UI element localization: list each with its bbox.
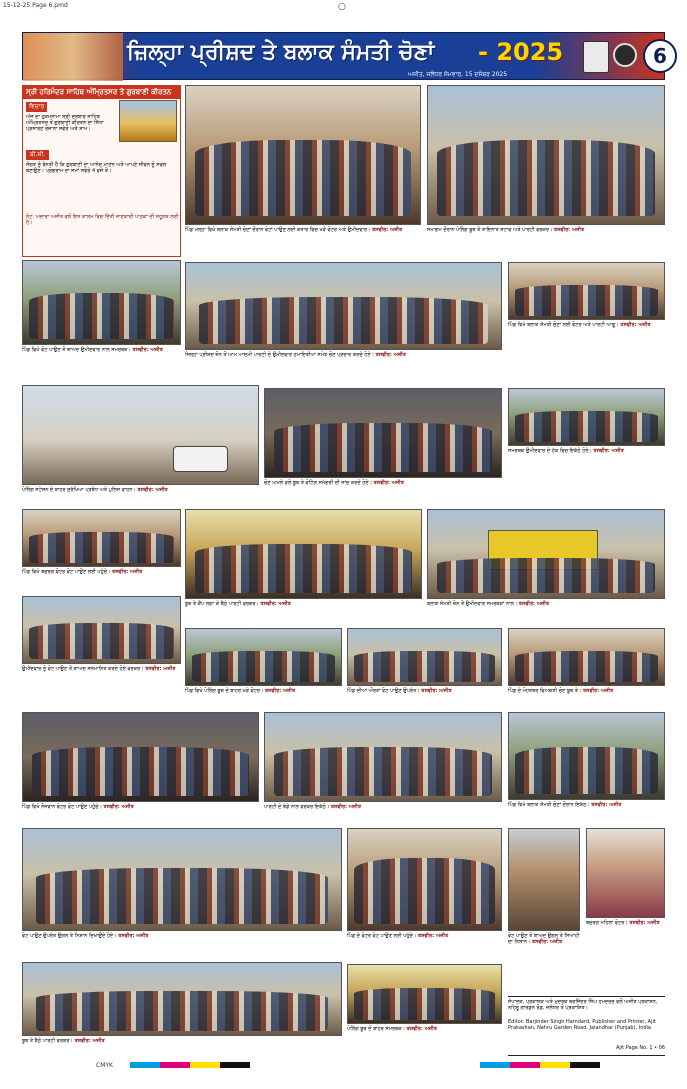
page-banner: [22, 32, 665, 80]
registration-mark: ○: [338, 2, 346, 12]
photo-caption: ਬਲਾਕ ਸੰਮਤੀ ਜ਼ੋਨ ਤੋਂ ਉਮੀਦਵਾਰ ਸਮਰਥਕਾਂ ਨਾਲ। ਤਸਵੀਰ: ਅਜੀਤ: [427, 601, 550, 607]
news-photo: [22, 962, 342, 1036]
news-photo: [185, 509, 422, 599]
photo-caption: ਪਿੰਡ ਮਲ੍ਹਾ ਵਿਖੇ ਬਲਾਕ ਸੰਮਤੀ ਚੋਣਾਂ ਦੌਰਾਨ ਵੋਟਾਂ ਪਾਉਣ ਲਈ ਕਤਾਰ ਵਿਚ ਖੜੇ ਵੋਟਰ ਅਤੇ ਉਮੀਦਵਾਰ। ਤਸਵੀਰ: ਅਜੀਤ: [185, 227, 403, 233]
banner-year: - 2025: [478, 38, 564, 66]
page-number: 6: [643, 39, 677, 73]
evm-icon: [613, 43, 637, 67]
column-badge: ਬੀ.ਸੀ.: [26, 150, 49, 160]
column-heading: ਸ੍ਰੀ ਹਰਿਮੰਦਰ ਸਾਹਿਬ ਅੰਮ੍ਰਿਤਸਰ ਤੋਂ ਗੁਰਬਾਣੀ ਕੀਰਤਨ: [23, 86, 180, 99]
police-vehicle: [173, 446, 228, 472]
news-photo: [22, 509, 181, 567]
photo-caption: ਵੋਟ ਪਾਉਣ ਉਪਰੰਤ ਉਂਗਲ ਤੇ ਨਿਸ਼ਾਨ ਦਿਖਾਉਂਦੇ ਹੋਏ। ਤਸਵੀਰ: ਅਜੀਤ: [22, 933, 149, 939]
photo-caption: ਪਿੰਡ ਵਿਖੇ ਬਲਾਕ ਸੰਮਤੀ ਚੋਣਾਂ ਦੌਰਾਨ ਇਕੱਠ। ਤਸਵੀਰ: ਅਜੀਤ: [508, 802, 622, 808]
news-photo: [22, 596, 181, 664]
photo-caption: ਪਿੰਡ ਦੀਆਂ ਔਰਤਾਂ ਵੋਟ ਪਾਉਣ ਉਪਰੰਤ। ਤਸਵੀਰ: ਅਜੀਤ: [347, 688, 452, 694]
news-photo: [347, 828, 502, 931]
color-registration-bar: [130, 1062, 250, 1068]
imprint-english: Editor: Barjinder Singh Hamdard, Publisher and Printer, Ajit Prakashan, Nehru Garden Road, Jalandhar (Punjab), India: [508, 1019, 656, 1031]
photo-caption: ਸਮਾਗਮ ਦੌਰਾਨ ਪੋਲਿੰਗ ਬੂਥ ਤੇ ਤਾਇਨਾਤ ਸਟਾਫ ਅਤੇ ਪਾਰਟੀ ਵਰਕਰ। ਤਸਵੀਰ: ਅਜੀਤ: [427, 227, 585, 233]
imprint-page-ref: Ajit Page No. 1 • 06: [615, 1045, 665, 1051]
photo-caption: ਪਿੰਡ ਵਿਖੇ ਬਜ਼ੁਰਗ ਵੋਟਰ ਵੋਟ ਪਾਉਣ ਲਈ ਪਹੁੰਚੇ। ਤਸਵੀਰ: ਅਜੀਤ: [22, 569, 143, 575]
gurbani-column: [22, 85, 181, 257]
photo-caption: ਪੋਲਿੰਗ ਬੂਥ ਦੇ ਬਾਹਰ ਸਮਰਥਕ। ਤਸਵੀਰ: ਅਜੀਤ: [347, 1026, 437, 1032]
golden-temple-image: [119, 100, 177, 142]
photo-caption: ਜ਼ਿਲ੍ਹਾ ਪ੍ਰੀਸ਼ਦ ਜ਼ੋਨ ਤੋਂ ਆਮ ਆਦਮੀ ਪਾਰਟੀ ਦੇ ਉਮੀਦਵਾਰ ਹਮਾਇਤੀਆਂ ਸਮੇਤ ਚੋਣ ਪ੍ਰਚਾਰ ਕਰਦੇ ਹੋਏ। ਤਸਵੀਰ: ਅਜੀਤ: [185, 352, 406, 358]
news-photo: [347, 628, 502, 686]
news-photo: [508, 262, 665, 320]
photo-caption: ਪਿੰਡ ਦੇ ਵੋਟਰ ਵੋਟ ਪਾਉਣ ਲਈ ਪਹੁੰਚੇ। ਤਸਵੀਰ: ਅਜੀਤ: [347, 933, 449, 939]
news-photo: [508, 388, 665, 446]
news-photo: [185, 85, 421, 225]
photo-caption: ਬਜ਼ੁਰਗ ਮਹਿਲਾ ਵੋਟਰ। ਤਸਵੀਰ: ਅਜੀਤ: [586, 920, 660, 926]
column-text-c: ਨੋਟ: ਅਦਾਰਾ ਅਜੀਤ ਵਲੋਂ ਇਸ ਕਾਲਮ ਵਿਚ ਦਿੱਤੀ ਜਾਣਕਾਰੀ ਪਾਠਕਾਂ ਦੀ ਸਹੂਲਤ ਲਈ ਹੈ।: [26, 214, 179, 226]
photo-caption: ਚੋਣ ਅਮਲੇ ਵਲੋਂ ਬੂਥ ਤੇ ਵੋਟਿੰਗ ਸਮੱਗਰੀ ਦੀ ਜਾਂਚ ਕਰਦੇ ਹੋਏ। ਤਸਵੀਰ: ਅਜੀਤ: [264, 480, 404, 486]
photo-caption: ਪਿੰਡ ਦੇ ਮੋਹਤਬਰ ਵਿਅਕਤੀ ਚੋਣ ਬੂਥ ਤੇ। ਤਸਵੀਰ: ਅਜੀਤ: [508, 688, 614, 694]
news-photo: [22, 260, 181, 345]
photo-caption: ਸਮਰਥਕ ਉਮੀਦਵਾਰ ਦੇ ਹੱਕ ਵਿਚ ਇਕੱਠੇ ਹੋਏ। ਤਸਵੀਰ: ਅਜੀਤ: [508, 448, 624, 454]
column-text-b: ਸੰਗਤ ਨੂੰ ਬੇਨਤੀ ਹੈ ਕਿ ਗੁਰਬਾਣੀ ਦਾ ਆਨੰਦ ਮਾਣਨ ਅਤੇ ਆਪਣੇ ਜੀਵਨ ਨੂੰ ਸਫਲ ਬਣਾਉਣ। ਪ੍ਰੋਗਰਾਮ ਦਾ ਸਮਾਂ ਸਵੇਰੇ 4 ਵਜੇ ਤੋਂ।: [26, 162, 167, 174]
photo-caption: ਪਿੰਡ ਵਿਖੇ ਨੌਜਵਾਨ ਵੋਟਰ ਵੋਟ ਪਾਉਣ ਪਹੁੰਚੇ। ਤਸਵੀਰ: ਅਜੀਤ: [22, 804, 134, 810]
news-photo: [185, 262, 502, 350]
news-photo: [427, 509, 665, 599]
column-subhead: ਵਿਚਾਰ: [26, 102, 47, 112]
photo-caption: ਪਿੰਡ ਵਿਖੇ ਵੋਟ ਪਾਉਣ ਤੋਂ ਬਾਅਦ ਉਮੀਦਵਾਰ ਨਾਲ ਸਮਰਥਕ। ਤਸਵੀਰ: ਅਜੀਤ: [22, 347, 163, 353]
photo-caption: ਵੋਟ ਪਾਉਣ ਤੋਂ ਬਾਅਦ ਉਂਗਲ ਤੇ ਸਿਆਹੀ ਦਾ ਨਿਸ਼ਾਨ। ਤਸਵੀਰ: ਅਜੀਤ: [508, 933, 580, 945]
news-photo: [22, 385, 259, 485]
photo-caption: ਪਿੰਡ ਵਿਖੇ ਬਲਾਕ ਸੰਮਤੀ ਚੋਣਾਂ ਲਈ ਵੋਟਰ ਅਤੇ ਪਾਰਟੀ ਆਗੂ। ਤਸਵੀਰ: ਅਜੀਤ: [508, 322, 651, 328]
ballot-box-icon: [583, 41, 609, 73]
banner-dateline: ਅਜੀਤ, ਜਲੰਧਰ ਸੋਮਵਾਰ, 15 ਦਸੰਬਰ 2025: [408, 71, 508, 78]
news-photo: [508, 828, 580, 931]
banner-photo-strip: [23, 33, 123, 81]
news-photo: [264, 388, 502, 478]
photo-caption: ਪਾਰਟੀ ਦੇ ਝੰਡੇ ਨਾਲ ਵਰਕਰ ਇਕੱਠੇ। ਤਸਵੀਰ: ਅਜੀਤ: [264, 804, 362, 810]
photo-caption: ਬੂਥ ਤੇ ਬੈਠੇ ਪਾਰਟੀ ਵਰਕਰ। ਤਸਵੀਰ: ਅਜੀਤ: [22, 1038, 105, 1044]
photo-caption: ਉਮੀਦਵਾਰ ਨੂੰ ਵੋਟ ਪਾਉਣ ਤੋਂ ਬਾਅਦ ਸਨਮਾਨਿਤ ਕਰਦੇ ਹੋਏ ਵਰਕਰ। ਤਸਵੀਰ: ਅਜੀਤ: [22, 666, 176, 672]
imprint-punjabi: ਸੰਪਾਦਕ, ਪ੍ਰਕਾਸ਼ਕ ਅਤੇ ਮੁਦਰਕ ਬਰਜਿੰਦਰ ਸਿੰਘ ਹਮਦਰਦ ਵਲੋਂ ਅਜੀਤ ਪ੍ਰਕਾਸ਼ਨ, ਨਹਿਰੂ ਗਾਰਡਨ ਰੋਡ, ਜਲੰਧਰ ਤੋਂ ਪ੍ਰਕਾਸ਼ਿਤ।: [508, 999, 658, 1011]
news-photo: [586, 828, 665, 918]
news-photo: [347, 964, 502, 1024]
imprint-box: [508, 996, 665, 1056]
news-photo: [22, 828, 342, 931]
print-slug: 15-12-25 Page 6.pmd: [3, 2, 68, 9]
photo-caption: ਪੋਲਿੰਗ ਸਟੇਸ਼ਨ ਦੇ ਬਾਹਰ ਸੁਰੱਖਿਆ ਪ੍ਰਬੰਧ ਅਤੇ ਪੁਲਿਸ ਵਾਹਨ। ਤਸਵੀਰ: ਅਜੀਤ: [22, 487, 168, 493]
photo-caption: ਬੂਥ ਤੇ ਕੈਂਪ ਲਗਾ ਕੇ ਬੈਠੇ ਪਾਰਟੀ ਵਰਕਰ। ਤਸਵੀਰ: ਅਜੀਤ: [185, 601, 291, 607]
news-photo: [264, 712, 502, 802]
photo-caption: ਪਿੰਡ ਵਿਖੇ ਪੋਲਿੰਗ ਬੂਥ ਦੇ ਬਾਹਰ ਖੜੇ ਵੋਟਰ। ਤਸਵੀਰ: ਅਜੀਤ: [185, 688, 296, 694]
column-text-a: ਅੱਜ ਦਾ ਹੁਕਮਨਾਮਾ ਸ੍ਰੀ ਦਰਬਾਰ ਸਾਹਿਬ ਅੰਮ੍ਰਿਤਸਰ ਤੋਂ ਗੁਰਬਾਣੀ ਕੀਰਤਨ ਦਾ ਸਿੱਧਾ ਪ੍ਰਸਾਰਣ ਰੋਜ਼ਾਨਾ ਸਵੇਰੇ ਅਤੇ ਸ਼ਾਮ।: [26, 114, 104, 132]
news-photo: [508, 628, 665, 686]
banner-title: ਜ਼ਿਲ੍ਹਾ ਪ੍ਰੀਸ਼ਦ ਤੇ ਬਲਾਕ ਸੰਮਤੀ ਚੋਣਾਂ: [127, 39, 435, 65]
color-bar-label: CMYK: [96, 1062, 113, 1069]
news-photo: [22, 712, 259, 802]
news-photo: [508, 712, 665, 800]
news-photo: [427, 85, 665, 225]
color-registration-bar-right: [480, 1062, 600, 1068]
news-photo: [185, 628, 342, 686]
